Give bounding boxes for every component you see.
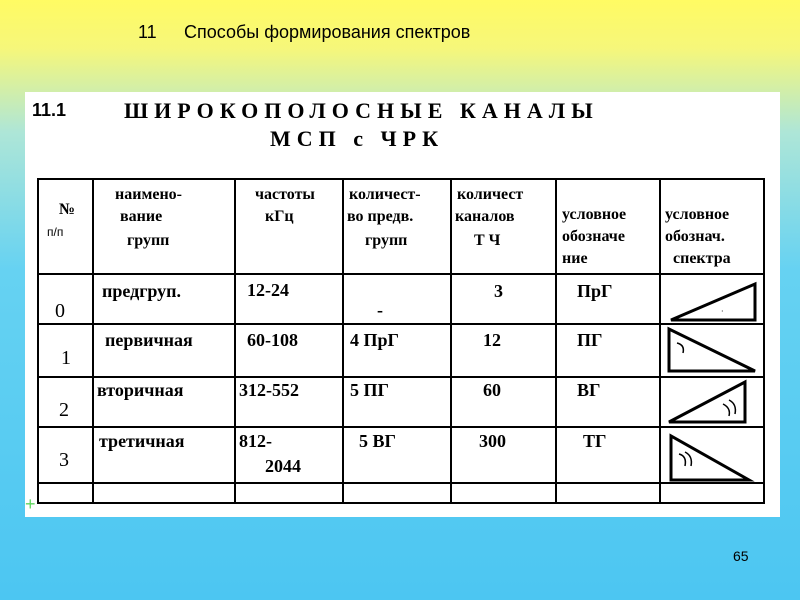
table-divider <box>37 426 765 428</box>
document-heading: ШИРОКОПОЛОСНЫЕ КАНАЛЫ <box>124 98 599 123</box>
table-column-divider <box>234 178 236 504</box>
header-channels-2: каналов <box>455 208 515 225</box>
table-divider <box>37 482 765 484</box>
svg-text:·: · <box>721 307 724 316</box>
spectra-table <box>37 178 765 504</box>
row-symbol: ВГ <box>577 380 601 400</box>
row-name: вторичная <box>97 380 184 400</box>
plus-mark: + <box>25 494 36 514</box>
row-channels: 60 <box>483 380 501 400</box>
slide-header <box>0 0 800 70</box>
header-spectrum-1: условное <box>665 206 730 223</box>
table-divider <box>37 273 765 275</box>
row-num: 0 <box>55 300 65 322</box>
row-name: первичная <box>105 330 193 350</box>
header-symbol-2: обозначе <box>562 228 625 245</box>
document-subheading: МСП с ЧРК <box>270 126 445 151</box>
row-symbol: ПГ <box>577 330 603 350</box>
slide-number: 11 <box>138 22 157 42</box>
table-column-divider <box>450 178 452 504</box>
header-symbol-1: условное <box>562 206 627 223</box>
header-channels-1: количест <box>457 186 524 203</box>
header-count-3: групп <box>365 232 408 249</box>
row-name: третичная <box>99 431 185 451</box>
row-prev-groups: 5 ВГ <box>359 431 396 451</box>
row-freq: 812- <box>239 431 272 451</box>
row-freq-continued: 2044 <box>265 456 301 476</box>
triangle-inverted-icon <box>665 430 759 482</box>
table-column-divider <box>342 178 344 504</box>
table-border-bottom <box>37 502 765 504</box>
header-name-2: вание <box>120 208 163 225</box>
row-prev-groups: 4 ПрГ <box>350 330 399 350</box>
header-count-1: количест- <box>349 186 421 203</box>
header-num-sub: п/п <box>47 225 64 239</box>
header-name-3: групп <box>127 232 170 249</box>
header-symbol-3: ние <box>562 250 588 267</box>
table-column-divider <box>555 178 557 504</box>
row-freq: 60-108 <box>247 330 298 350</box>
row-channels: 3 <box>494 281 503 301</box>
row-num: 3 <box>59 449 69 471</box>
row-name: предгруп. <box>102 281 182 301</box>
row-channels: 12 <box>483 330 501 350</box>
table-divider <box>37 323 765 325</box>
header-freq-1: частоты <box>255 186 315 203</box>
section-number: 11.1 <box>32 100 67 120</box>
header-num: № <box>58 201 76 218</box>
table-border-left <box>37 178 39 504</box>
triangle-rising-icon <box>665 378 759 426</box>
slide-title: Способы формирования спектров <box>184 22 471 42</box>
row-prev-groups: - <box>377 300 383 320</box>
triangle-inverted-icon <box>665 325 759 375</box>
header-freq-2: кГц <box>265 208 294 225</box>
header-name-1: наимено- <box>115 186 182 203</box>
table-border-top <box>37 178 765 180</box>
table-border-right <box>763 178 765 504</box>
row-prev-groups: 5 ПГ <box>350 380 389 400</box>
table-column-divider <box>92 178 94 504</box>
row-symbol: ПрГ <box>577 281 613 301</box>
header-spectrum-2: обознач. <box>665 228 725 245</box>
row-freq: 312-552 <box>239 380 299 400</box>
header-count-2: во предв. <box>347 208 414 225</box>
header-channels-3: Т Ч <box>474 232 501 249</box>
row-symbol: ТГ <box>583 431 607 451</box>
row-num: 1 <box>61 347 71 369</box>
row-num: 2 <box>59 399 69 421</box>
row-channels: 300 <box>479 431 506 451</box>
header-spectrum-3: спектра <box>673 250 731 267</box>
row-freq: 12-24 <box>247 280 289 300</box>
page-number: 65 <box>733 548 749 564</box>
table-divider <box>37 376 765 378</box>
table-column-divider <box>659 178 661 504</box>
triangle-rising-icon <box>669 280 759 322</box>
